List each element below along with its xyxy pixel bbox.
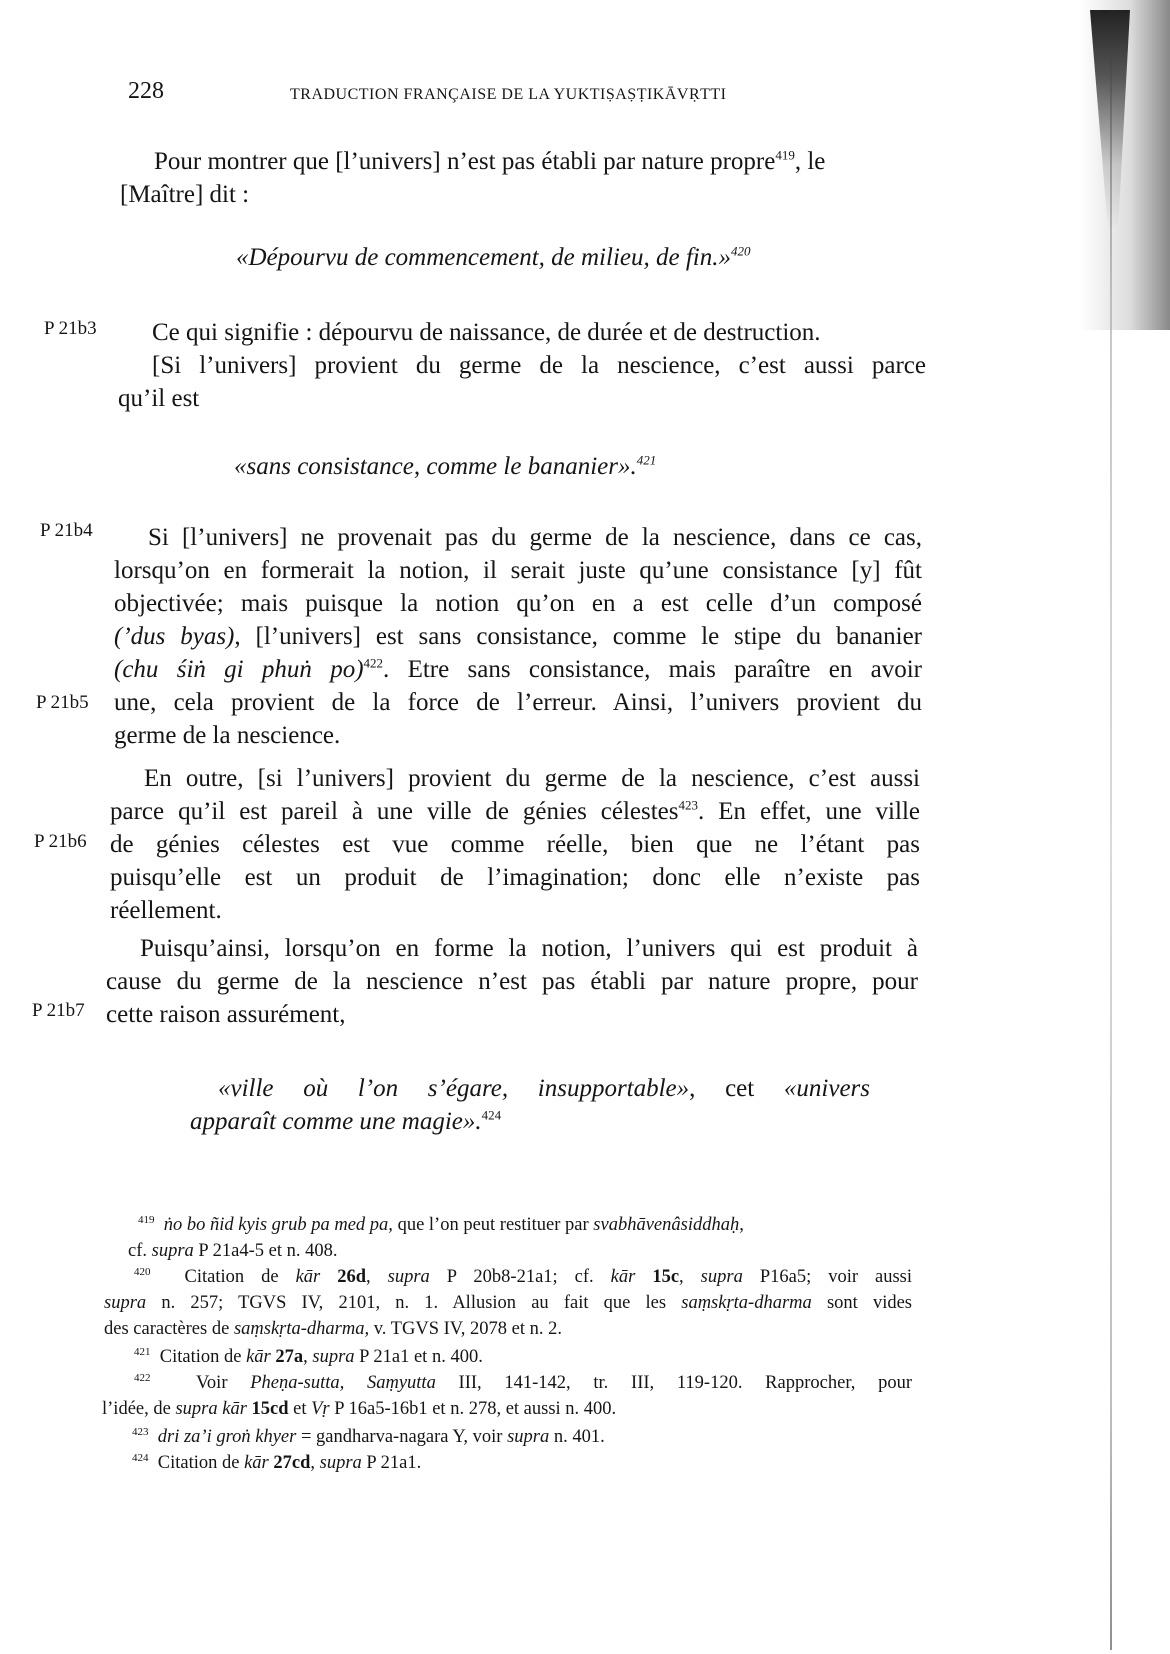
footnote-421: [134, 1344, 914, 1370]
paragraph-2-line-1: Ce qui signifie : dépourvu de naissance, de durée et de destruction.: [152, 319, 821, 346]
paragraph-3-line-3: objectivée; mais puisque la notion qu’on en a est celle d’un composé: [114, 590, 922, 617]
paragraph-4-line-4: puisqu’elle est un produit de l’imagination; donc elle n’existe pas: [110, 864, 920, 891]
footnote-number: 423: [132, 1425, 149, 1438]
footnote-number: 421: [134, 1345, 151, 1358]
footnote-ref-424: 424: [481, 1107, 502, 1123]
paragraph-1-line-2: [Maître] dit :: [120, 181, 250, 208]
quote-text: «univers: [783, 1075, 871, 1102]
text: III, 141-142, tr. III, 119-120. Rapprocher, pour: [435, 1373, 913, 1393]
footnote-number: 419: [138, 1213, 155, 1226]
footnote-420-line-3: [104, 1316, 912, 1342]
text: dri za’i groṅ khyer: [157, 1427, 297, 1447]
paragraph-5-line-3: cette raison assurément,: [106, 1001, 346, 1028]
footnote-number: 422: [134, 1371, 151, 1384]
page-header: [128, 78, 988, 114]
footnote-ref-421: 421: [636, 452, 657, 468]
margin-ref-p21b4: P 21b4: [40, 520, 93, 541]
text: P 21a4-5 et n. 408.: [193, 1241, 338, 1261]
paragraph-1: [120, 145, 928, 211]
footnote-422-line-1: [102, 1370, 912, 1396]
footnote-number: 420: [134, 1265, 151, 1278]
footnote-419-line-2: [128, 1238, 918, 1264]
text: P 16a5-16b1 et n. 278, et aussi n. 400.: [329, 1399, 617, 1419]
footnote-420-line-2: [104, 1290, 912, 1316]
quote-3-line-2: [190, 1105, 870, 1138]
paragraph-4: [110, 762, 920, 927]
margin-ref-p21b5: P 21b5: [36, 692, 89, 713]
text: supra: [387, 1267, 430, 1287]
text: , le: [794, 148, 826, 175]
paragraph-3-line-5: [114, 653, 922, 686]
text: . En effet, une ville: [698, 798, 920, 825]
text: P 21a1.: [361, 1453, 422, 1473]
text: v. TGVS IV, 2078 et n. 2.: [369, 1319, 562, 1339]
text: saṃskṛta-dharma,: [233, 1319, 370, 1339]
text: ṅo bo ñid kyis grub pa med pa,: [163, 1215, 393, 1235]
text: , cet: [689, 1075, 784, 1102]
paragraph-3-line-2: lorsqu’on en formerait la notion, il serait juste qu’une consistance [y] fût: [114, 557, 922, 584]
margin-ref-p21b3: P 21b3: [44, 318, 97, 339]
text: supra: [312, 1347, 355, 1367]
quote-1-text: «Dépourvu de commencement, de milieu, de fin.»: [236, 244, 731, 271]
text: 27cd: [273, 1453, 311, 1473]
paragraph-3-line-1: Si [l’univers] ne provenait pas du germe de la nescience, dans ce cas,: [148, 524, 922, 551]
text: supra: [104, 1293, 147, 1313]
footnote-ref-423: 423: [678, 797, 698, 813]
footnote-424: [132, 1450, 912, 1476]
text: ,: [679, 1267, 701, 1287]
quote-2-text: «sans consistance, comme le bananier».: [234, 453, 637, 480]
paragraph-2-line-2: [Si l’univers] provient du germe de la nescience, c’est aussi parce: [152, 352, 926, 379]
text: kār: [295, 1267, 321, 1287]
quote-1: [236, 244, 750, 272]
text: ,: [303, 1347, 313, 1367]
text: supra kār: [175, 1399, 247, 1419]
text: Citation de: [184, 1267, 296, 1287]
paragraph-5-line-2: cause du germe de la nescience n’est pas établi par nature propre, pour: [106, 968, 918, 995]
footnote-423: [132, 1424, 912, 1450]
text: supra: [700, 1267, 743, 1287]
footnote-420-line-1: [104, 1264, 912, 1290]
footnote-419-line-1: [128, 1212, 918, 1238]
paragraph-4-line-3: de génies célestes est vue comme réelle, bien que ne l’étant pas: [110, 831, 920, 858]
quote-text: apparaît comme une magie».: [190, 1108, 482, 1135]
text: 15c: [652, 1267, 680, 1287]
quote-3-line-1: [190, 1072, 870, 1105]
text: et: [288, 1399, 312, 1419]
text: l’idée, de: [102, 1399, 176, 1419]
page-number: 228: [128, 78, 164, 104]
text: . Etre sans consistance, mais paraître en avoir: [383, 656, 922, 683]
margin-ref-p21b7: P 21b7: [32, 1000, 85, 1021]
paragraph-2-line-3: qu’il est: [118, 385, 200, 412]
footnote-423-line-1: [132, 1424, 912, 1450]
text: supra: [507, 1427, 550, 1447]
text: ,: [366, 1267, 388, 1287]
footnote-ref-420: 420: [730, 243, 751, 259]
footnote-421-line-1: [134, 1344, 914, 1370]
scan-edge-line: [1110, 60, 1112, 1650]
margin-ref-p21b6: P 21b6: [34, 831, 87, 852]
paragraph-5: [106, 932, 918, 1031]
text: = gandharva-nagara Y, voir: [296, 1427, 508, 1447]
paragraph-3-line-6: une, cela provient de la force de l’erreur. Ainsi, l’univers provient du: [114, 689, 922, 716]
text: Citation de: [157, 1453, 245, 1473]
text: P 20b8-21a1; cf.: [429, 1267, 611, 1287]
footnote-420: [104, 1264, 912, 1342]
text: parce qu’il est pareil à une ville de génies célestes: [110, 798, 679, 825]
text: ,: [310, 1453, 320, 1473]
text: sont vides: [811, 1293, 912, 1313]
text: Pour montrer que [l’univers] n’est pas établi par nature propre: [154, 148, 776, 175]
tibetan-term: (’dus byas): [114, 623, 235, 650]
text: kār: [246, 1347, 271, 1367]
text: Citation de: [159, 1347, 247, 1367]
paragraph-3-line-7: germe de la nescience.: [114, 722, 341, 749]
text: kār: [610, 1267, 636, 1287]
paragraph-2: [118, 316, 926, 415]
tibetan-term: (chu śiṅ gi phuṅ po): [114, 656, 364, 683]
text: n. 257; TGVS IV, 2101, n. 1. Allusion au fait que les: [146, 1293, 682, 1313]
text: 15cd: [246, 1399, 289, 1419]
text: , [l’univers] est sans consistance, comme le stipe du bananier: [234, 623, 923, 650]
paragraph-1-line-1: [120, 145, 928, 178]
text: 27a: [275, 1347, 304, 1367]
text: des caractères de: [104, 1319, 234, 1339]
paragraph-4-line-2: [110, 795, 920, 828]
quote-3: [190, 1072, 870, 1138]
footnote-ref-419: 419: [775, 147, 795, 163]
text: supra: [319, 1453, 362, 1473]
text: saṃskṛta-dharma: [681, 1293, 812, 1313]
quote-text: «ville où l’on s’égare, insupportable»: [218, 1075, 690, 1102]
text: svabhāvenâsiddhaḥ,: [593, 1215, 744, 1235]
footnote-419: [128, 1212, 918, 1264]
quote-2: [234, 453, 656, 481]
text: P16a5; voir aussi: [742, 1267, 913, 1287]
paragraph-3-line-4: [114, 620, 922, 653]
footnote-424-line-1: [132, 1450, 912, 1476]
footnote-422: [102, 1370, 912, 1422]
text: Voir: [195, 1373, 251, 1393]
text: cf.: [128, 1241, 152, 1261]
text: que l’on peut restituer par: [392, 1215, 594, 1235]
footnote-number: 424: [132, 1451, 149, 1464]
footnote-422-line-2: [102, 1396, 912, 1422]
text: kār: [244, 1453, 269, 1473]
footnote-ref-422: 422: [363, 655, 384, 671]
paragraph-3: [114, 521, 922, 752]
text: Pheṇa-sutta, Saṃyutta: [250, 1373, 436, 1393]
text: supra: [151, 1241, 194, 1261]
text: P 21a1 et n. 400.: [354, 1347, 483, 1367]
text: 26d: [337, 1267, 367, 1287]
paragraph-5-line-1: Puisqu’ainsi, lorsqu’on en forme la notion, l’univers qui est produit à: [140, 935, 918, 962]
paragraph-4-line-5: réellement.: [110, 897, 222, 924]
text: Vṛ: [311, 1399, 330, 1419]
paragraph-4-line-1: En outre, [si l’univers] provient du germe de la nescience, c’est aussi: [144, 765, 920, 792]
text: n. 401.: [549, 1427, 605, 1447]
running-title: TRADUCTION FRANÇAISE DE LA YUKTIṢAṢṬIKĀVṚTTI: [290, 86, 727, 103]
